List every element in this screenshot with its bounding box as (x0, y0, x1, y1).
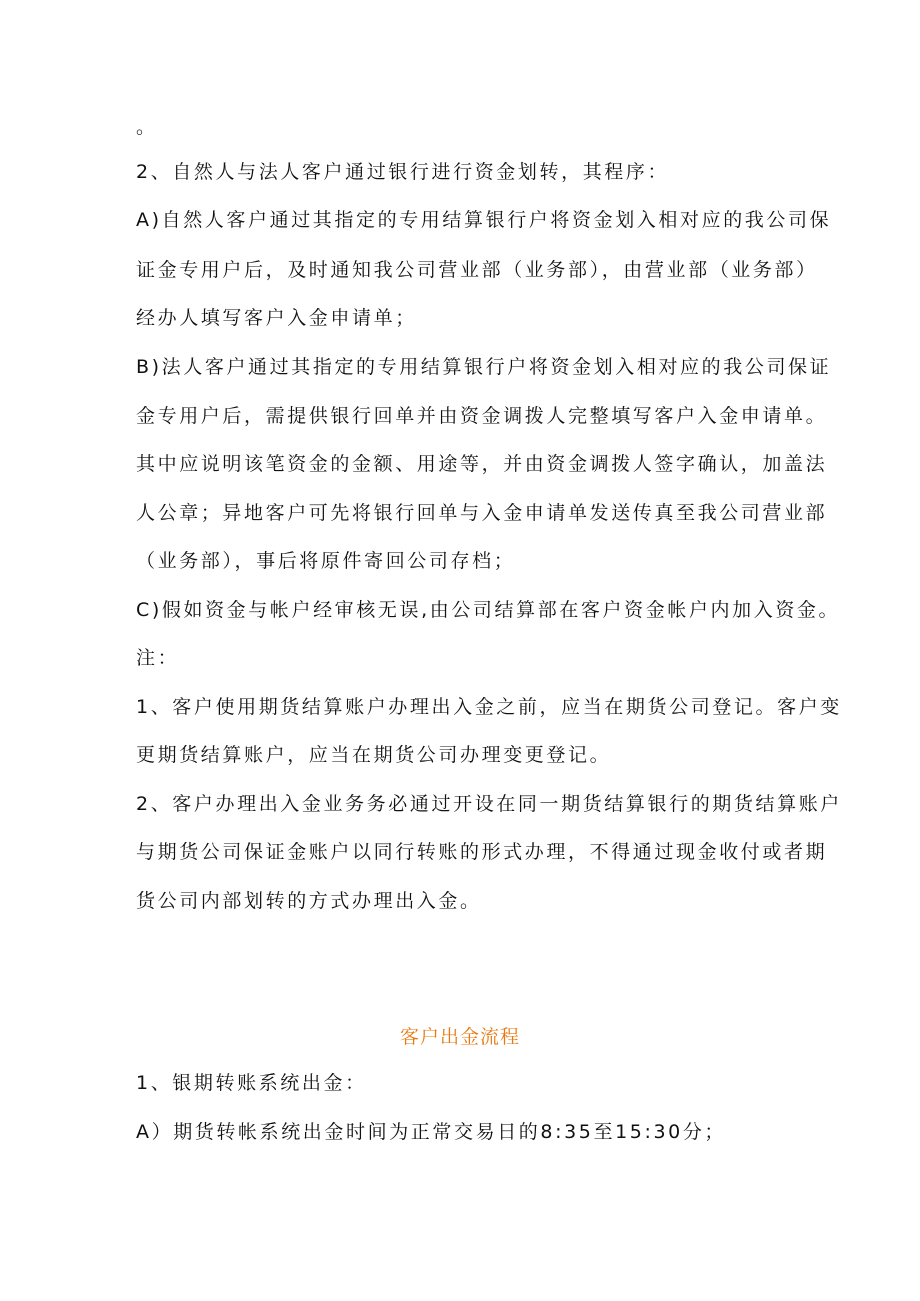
text-line: （业务部），事后将原件寄回公司存档； (136, 550, 516, 572)
text-line: A)自然人客户通过其指定的专用结算银行户将资金划入相对应的我公司保 (136, 209, 832, 231)
text-line: 人公章；异地客户可先将银行回单与入金申请单发送传真至我公司营业部 (136, 502, 828, 524)
text-line: 货公司内部划转的方式办理出入金。 (136, 890, 482, 912)
text-line: 注： (136, 647, 180, 669)
text-line: 经办人填写客户入金申请单； (136, 307, 417, 329)
text-line: 更期货结算账户，应当在期货公司办理变更登记。 (136, 744, 612, 766)
text-line: 2、自然人与法人客户通过银行进行资金划转，其程序： (136, 161, 670, 183)
text-line: 。 (136, 116, 158, 138)
section-heading: 客户出金流程 (399, 1026, 520, 1048)
text-line: 1、客户使用期货结算账户办理出入金之前，应当在期货公司登记。客户变 (136, 696, 842, 718)
text-line: A）期货转帐系统出金时间为正常交易日的8:35至15:30分； (136, 1121, 727, 1143)
text-line: C)假如资金与帐户经审核无误,由公司结算部在客户资金帐户内加入资金。 (136, 599, 841, 621)
text-line: 与期货公司保证金账户以同行转账的形式办理，不得通过现金收付或者期 (136, 841, 828, 863)
text-line: 金专用户后，需提供银行回单并由资金调拨人完整填写客户入金申请单。 (136, 405, 828, 427)
text-line: 1、银期转账系统出金： (136, 1072, 367, 1094)
text-line: 证金专用户后，及时通知我公司营业部（业务部），由营业部（业务部） (136, 259, 818, 281)
text-line: 其中应说明该笔资金的金额、用途等，并由资金调拨人签字确认，加盖法 (136, 453, 828, 475)
text-line: B)法人客户通过其指定的专用结算银行户将资金划入相对应的我公司保证 (136, 356, 832, 378)
text-line: 2、客户办理出入金业务务必通过开设在同一期货结算银行的期货结算账户 (136, 793, 842, 815)
